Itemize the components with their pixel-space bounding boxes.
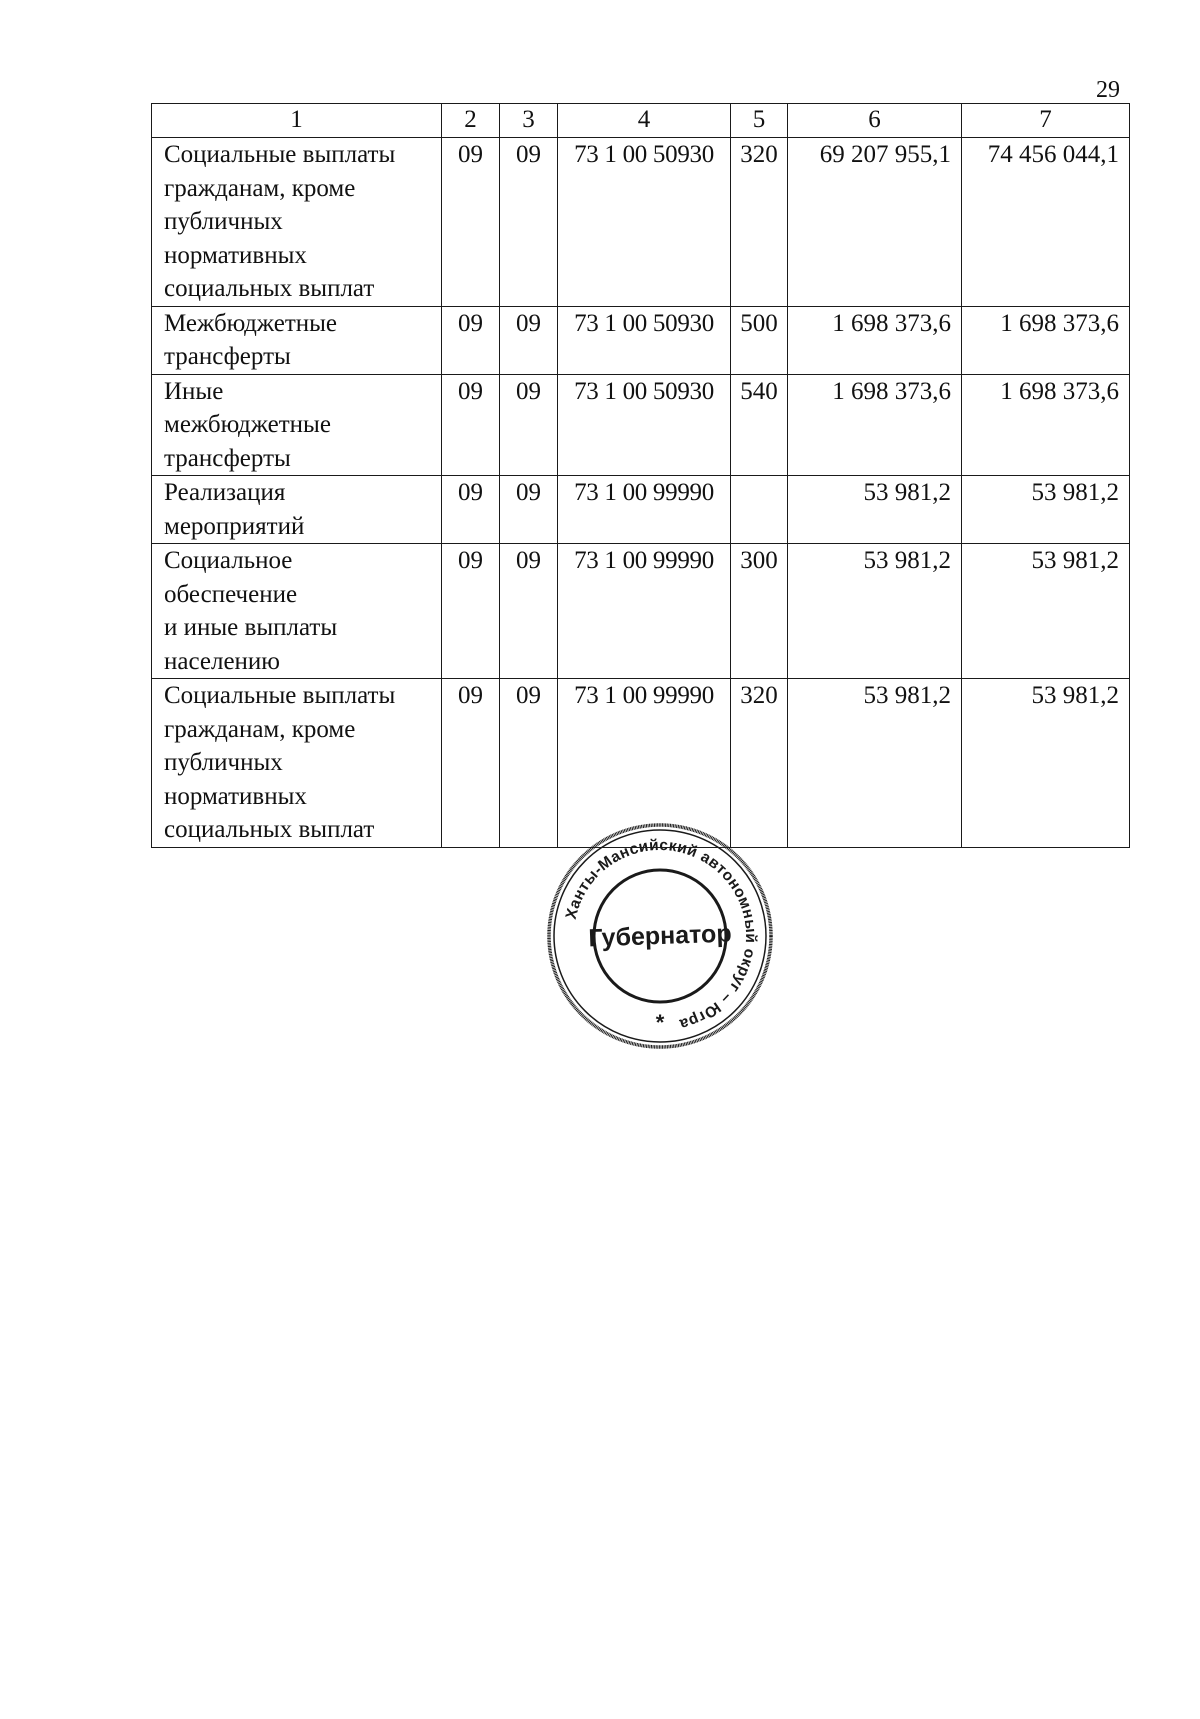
- subsection-code-cell: 09: [500, 306, 558, 374]
- row-name-cell: [152, 374, 442, 476]
- subsection-code-cell: 09: [500, 544, 558, 679]
- row-name-line: Межбюджетные: [164, 309, 338, 337]
- expense-type-cell: 500: [731, 306, 788, 374]
- section-code-cell: 09: [442, 374, 500, 476]
- target-article-cell: 73 1 00 99990: [558, 679, 731, 848]
- column-header: 5: [731, 104, 788, 138]
- column-header: 1: [152, 104, 442, 138]
- amount-year-1-cell: 53 981,2: [788, 544, 962, 679]
- table-header-row: [152, 104, 1130, 138]
- row-name-cell: [152, 544, 442, 679]
- governor-seal-stamp: [546, 822, 774, 1050]
- subsection-code-cell: 09: [500, 679, 558, 848]
- table-row: [152, 138, 1130, 307]
- amount-year-1-cell: 53 981,2: [788, 679, 962, 848]
- section-code-cell: 09: [442, 306, 500, 374]
- section-code-cell: 09: [442, 679, 500, 848]
- row-name-line: межбюджетные: [164, 411, 331, 438]
- row-name-line: Социальные выплаты: [164, 141, 396, 168]
- row-name-line: гражданам, кроме: [164, 174, 356, 202]
- table-row: [152, 476, 1130, 544]
- row-name-cell: [152, 138, 442, 307]
- table-row: [152, 306, 1130, 374]
- column-header: 2: [442, 104, 500, 138]
- column-header: 4: [558, 104, 731, 138]
- expense-type-cell: [731, 476, 788, 544]
- amount-year-2-cell: 1 698 373,6: [962, 374, 1130, 476]
- row-name-line: Иные: [164, 377, 224, 405]
- column-header: 7: [962, 104, 1130, 138]
- subsection-code-cell: 09: [500, 476, 558, 544]
- table-row: [152, 374, 1130, 476]
- row-name-line: трансферты: [164, 444, 291, 472]
- page-number: 29: [1096, 77, 1120, 103]
- budget-table: [151, 103, 1130, 848]
- amount-year-2-cell: 53 981,2: [962, 476, 1130, 544]
- row-name-line: населению: [164, 647, 280, 675]
- amount-year-1-cell: 69 207 955,1: [788, 138, 962, 307]
- row-name-line: нормативных: [164, 782, 307, 810]
- row-name-line: публичных: [164, 749, 283, 776]
- row-name-cell: [152, 306, 442, 374]
- column-header: 6: [788, 104, 962, 138]
- row-name-line: социальных выплат: [164, 816, 375, 843]
- expense-type-cell: 320: [731, 679, 788, 848]
- stamp-center-text: Губернатор: [587, 919, 733, 953]
- subsection-code-cell: 09: [500, 374, 558, 476]
- amount-year-2-cell: 1 698 373,6: [962, 306, 1130, 374]
- amount-year-1-cell: 1 698 373,6: [788, 306, 962, 374]
- row-name-line: Социальные выплаты: [164, 682, 396, 709]
- expense-type-cell: 320: [731, 138, 788, 307]
- stamp-star: *: [655, 1010, 665, 1035]
- row-name-line: обеспечение: [164, 580, 298, 608]
- amount-year-2-cell: 53 981,2: [962, 679, 1130, 848]
- row-name-line: Социальное: [164, 547, 293, 574]
- row-name-cell: [152, 476, 442, 544]
- amount-year-2-cell: 74 456 044,1: [962, 138, 1130, 307]
- section-code-cell: 09: [442, 544, 500, 679]
- subsection-code-cell: 09: [500, 138, 558, 307]
- row-name-line: Реализация: [164, 479, 286, 506]
- row-name-line: публичных: [164, 208, 283, 235]
- target-article-cell: 73 1 00 99990: [558, 544, 731, 679]
- row-name-line: трансферты: [164, 343, 291, 370]
- target-article-cell: 73 1 00 50930: [558, 306, 731, 374]
- expense-type-cell: 540: [731, 374, 788, 476]
- amount-year-1-cell: 1 698 373,6: [788, 374, 962, 476]
- row-name-line: социальных выплат: [164, 275, 375, 302]
- row-name-line: гражданам, кроме: [164, 715, 356, 743]
- row-name-line: мероприятий: [164, 512, 305, 540]
- row-name-line: нормативных: [164, 241, 307, 269]
- table-row: [152, 544, 1130, 679]
- target-article-cell: 73 1 00 50930: [558, 374, 731, 476]
- row-name-cell: [152, 679, 442, 848]
- stamp-ring-text: Ханты-Мансийский автономный округ – Югра: [562, 836, 760, 1033]
- expense-type-cell: 300: [731, 544, 788, 679]
- amount-year-1-cell: 53 981,2: [788, 476, 962, 544]
- row-name-line: и иные выплаты: [164, 614, 338, 641]
- section-code-cell: 09: [442, 476, 500, 544]
- amount-year-2-cell: 53 981,2: [962, 544, 1130, 679]
- target-article-cell: 73 1 00 50930: [558, 138, 731, 307]
- section-code-cell: 09: [442, 138, 500, 307]
- target-article-cell: 73 1 00 99990: [558, 476, 731, 544]
- column-header: 3: [500, 104, 558, 138]
